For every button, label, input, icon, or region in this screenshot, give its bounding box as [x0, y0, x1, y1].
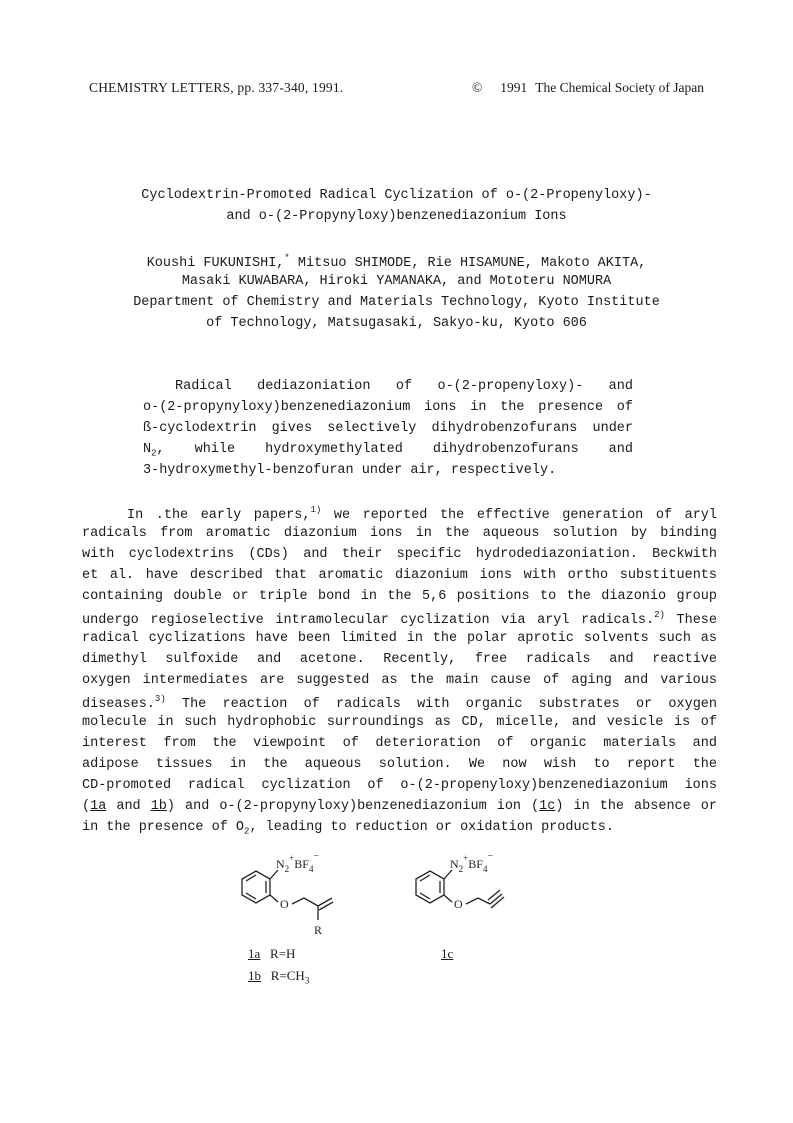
body-line-15: (1a and 1b) and o-(2-propynyloxy)benzenediazonium ion (1c) in the absence or [82, 799, 717, 814]
compound-1b-row [248, 968, 309, 986]
abstract-line-3: ß-cyclodextrin gives selectively dihydrobenzofurans under [143, 421, 633, 436]
body-line-2: radicals from aromatic diazonium ions in the aqueous solution by binding [82, 526, 717, 541]
title-line-1: Cyclodextrin-Promoted Radical Cyclization of o-(2-Propenyloxy)- [141, 188, 652, 203]
body-line-14: CD-promoted radical cyclization of o-(2-propenyloxy)benzenediazonium ions [82, 778, 717, 793]
affiliation-line-1: Department of Chemistry and Materials Technology, Kyoto Institute [133, 295, 660, 310]
compound-ref-1c: 1c [539, 799, 556, 814]
substituent-1b: $R=CH_3$ [270, 968, 310, 986]
ch2-bond [466, 898, 478, 904]
corresponding-author-mark: * [284, 253, 290, 263]
body-line-6: undergo regioselective intramolecular cyclization via aryl radicals.$^{2)}$ These [82, 610, 718, 628]
compound-ref-1a: 1a [90, 799, 107, 814]
abstract-line-2: o-(2-propynyloxy)benzenediazonium ions in the presence of [143, 400, 633, 415]
compound-1c-row [441, 946, 453, 962]
body-line-5: containing double or triple bond in the 5,6 positions to the diazonio group [82, 589, 717, 604]
body-line-4: et al. have described that aromatic diazonium ions with ortho substituents [82, 568, 717, 583]
authors-line-2: Masaki KUWABARA, Hiroki YAMANAKA, and Mototeru NOMURA [181, 274, 612, 289]
chemical-structures [230, 848, 550, 938]
compound-ref-1b: 1b [150, 799, 167, 814]
compound-label-1a: 1a [248, 946, 261, 961]
abstract-line-5: 3-hydroxymethyl-benzofuran under air, respectively. [143, 463, 557, 478]
body-line-8: dimethyl sulfoxide and acetone. Recently, free radicals and reactive [82, 652, 717, 667]
copyright-line [472, 80, 704, 96]
copyright-year: 1991 [500, 80, 528, 95]
n2-label: $N_2^+BF_4^-$ [450, 851, 494, 874]
n2-bond [270, 870, 278, 879]
reference-3: 3) [154, 694, 166, 704]
ch2-bond [292, 898, 304, 904]
o-bond [444, 895, 452, 902]
structure-propenyloxy [242, 870, 333, 920]
n2-label: $N_2^+BF_4^-$ [276, 851, 320, 874]
body-line-3: with cyclodextrins (CDs) and their specific hydrodediazoniation. Beckwith [82, 547, 717, 562]
abstract-line-4: $N_2$, while hydroxymethylated dihydrobenzofurans and [143, 442, 633, 459]
r-label: R [314, 923, 323, 937]
oxygen-label: O [280, 897, 289, 911]
compound-label-1b: 1b [248, 968, 261, 983]
body-line-13: adipose tissues in the aqueous solution. We now wish to report the [82, 757, 717, 772]
vinyl-bond [318, 898, 332, 906]
body-line-7: radical cyclizations have been limited in the polar aprotic solvents such as [82, 631, 717, 646]
authors-line-1: Koushi FUKUNISHI,* Mitsuo SHIMODE, Rie HISAMUNE, Makoto AKITA, [146, 253, 647, 271]
body-line-12: interest from the viewpoint of deterioration of organic materials and [82, 736, 717, 751]
body-line-1: In .the early papers,$^{1)}$ we reported the effective generation of aryl [127, 505, 717, 523]
reference-2: 2) [654, 610, 665, 620]
copyright-symbol: © [472, 80, 483, 95]
body-line-11: molecule in such hydrophobic surroundings as CD, micelle, and vesicle is of [82, 715, 717, 730]
oxygen-label: O [454, 897, 463, 911]
body-line-10: diseases.$^{3)}$ The reaction of radicals with organic substrates or oxygen [82, 694, 717, 712]
n2-bond [444, 870, 452, 879]
society-name: The Chemical Society of Japan [535, 80, 704, 95]
compound-label-1c: 1c [441, 946, 454, 961]
title-line-2: and o-(2-Propynyloxy)benzenediazonium Ions [226, 209, 567, 224]
body-line-16: in the presence of $O_2$, leading to reduction or oxidation products. [82, 820, 614, 837]
o-bond [270, 895, 278, 902]
reference-1: 1) [310, 505, 322, 515]
alkyne-bond [490, 894, 502, 904]
affiliation-line-2: of Technology, Matsugasaki, Sakyo-ku, Kyoto 606 [206, 316, 587, 331]
abstract-line-1: Radical dediazoniation of o-(2-propenyloxy)- and [175, 379, 633, 394]
substituent-1a: R=H [270, 946, 296, 961]
journal-citation: CHEMISTRY LETTERS, pp. 337-340, 1991. [89, 80, 344, 95]
compound-1a-row [248, 946, 295, 962]
body-line-9: oxygen intermediates are suggested as the main cause of aging and various [82, 673, 717, 688]
